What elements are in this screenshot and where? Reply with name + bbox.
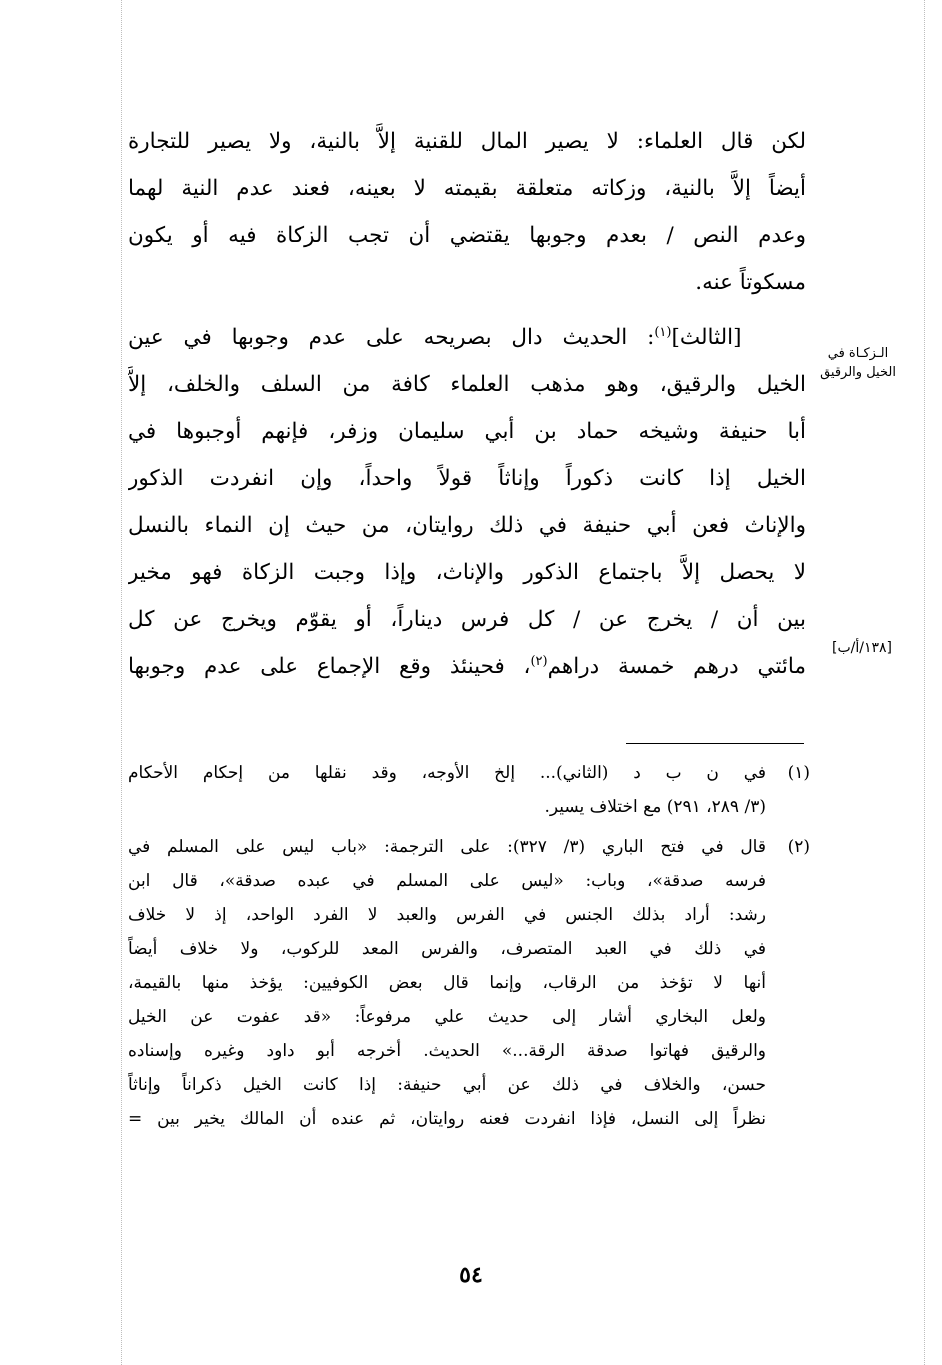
text-line: وعدم النص / بعدم وجوبها يقتضي أن تجب الزكاة فيه أو يكون: [128, 223, 806, 248]
text-run: : الحديث دال بصريحه على عدم وجوبها في عين: [128, 325, 655, 350]
text-run: ، فحينئذ وقع الإجماع على عدم وجوبها: [128, 654, 531, 679]
footnote-separator: [626, 743, 804, 744]
text-line: والإناث فعن أبي حنيفة في ذلك روايتان، من حيث إن النماء بالنسل: [128, 513, 806, 538]
footnotes: [128, 756, 810, 1142]
left-dotted-edge: [121, 0, 122, 1365]
margin-note-line: الخيل والرقيق: [820, 365, 896, 380]
margin-folio-note: [١٣٨/أ/ب]: [832, 640, 892, 656]
footnote-line: (٣/ ٢٨٩، ٢٩١) مع اختلاف يسير.: [544, 797, 766, 817]
footnote-line: في ن ب د (الثاني)... إلخ الأوجه، وقد نقلها من إحكام الأحكام: [128, 763, 766, 783]
page-number: ٥٤: [459, 1262, 483, 1288]
text-line: أبا حنيفة وشيخه حماد بن أبي سليمان وزفر، فإنهم أوجبوها في: [128, 419, 806, 444]
footnote-number: (٢): [787, 837, 810, 857]
footnote-ref-2[interactable]: (٢): [530, 653, 548, 669]
footnote-line: فرسه صدقة»، وباب: «ليس على المسلم في عبده صدقة»، قال ابن: [128, 871, 766, 891]
footnote-line: والرقيق فهاتوا صدقة الرقة...» الحديث. أخرجه أبو داود وغيره وإسناده: [128, 1041, 766, 1061]
right-dotted-edge: [924, 0, 925, 1365]
footnote-line: في ذلك في العبد المتصرف، والفرس المعد للركوب، ولا خلاف أيضاً: [128, 939, 766, 959]
footnote-2: [128, 830, 810, 1136]
text-line: لا يحصل إلاَّ باجتماع الذكور والإناث، وإذا وجبت الزكاة فهو مخير: [128, 560, 806, 585]
footnote-line: رشد: أراد بذلك الجنس في الفرس والعبد لا الفرد الواحد، إذ لا خلاف: [128, 905, 766, 925]
margin-topic-note: [812, 344, 904, 382]
text-run: مائتي درهم خمسة دراهم: [547, 654, 806, 679]
footnote-line: أنها لا تؤخذ من الرقاب، وإنما قال بعض الكوفيين: يؤخذ منها بالقيمة،: [128, 973, 766, 993]
text-line: أيضاً إلاَّ بالنية، وزكاته متعلقة بقيمته لا بعينه، فعند عدم النية لهما: [128, 176, 806, 201]
footnote-line: نظراً إلى النسل، فإذا انفردت فعنه روايتان، ثم عنده أن المالك يخير بين =: [128, 1109, 766, 1129]
text-line-last: [128, 643, 806, 690]
margin-note-line: الـزكـاة في: [827, 346, 889, 361]
footnote-number: (١): [787, 763, 810, 783]
footnote-1: [128, 756, 810, 824]
section-heading: [الثالث]: [671, 325, 742, 350]
paragraph-2: [128, 314, 806, 690]
text-line: بين أن / يخرج عن / كل فرس ديناراً، أو يقوّم ويخرج عن كل: [128, 607, 806, 632]
footnote-ref-1[interactable]: (١): [654, 324, 672, 340]
footnote-line: قال في فتح الباري (٣/ ٣٢٧): على الترجمة: «باب ليس على المسلم في: [128, 837, 766, 857]
text-line: لكن قال العلماء: لا يصير المال للقنية إلاَّ بالنية، ولا يصير للتجارة: [128, 129, 806, 154]
paragraph-1: [128, 118, 806, 306]
footnote-line: ولعل البخاري أشار إلى حديث علي مرفوعاً: «قد عفوت عن الخيل: [128, 1007, 766, 1027]
text-line: الخيل والرقيق، وهو مذهب العلماء كافة من السلف والخلف، إلاَّ: [128, 372, 806, 397]
text-line-first: [128, 314, 806, 361]
main-text: [128, 118, 806, 690]
footnote-line: حسن، والخلاف في ذلك عن أبي حنيفة: إذا كانت الخيل ذكراناً وإناثاً: [128, 1075, 766, 1095]
text-line: الخيل إذا كانت ذكوراً وإناثاً قولاً واحداً، وإن انفردت الذكور: [128, 466, 806, 491]
text-line: مسكوتاً عنه.: [695, 270, 806, 295]
